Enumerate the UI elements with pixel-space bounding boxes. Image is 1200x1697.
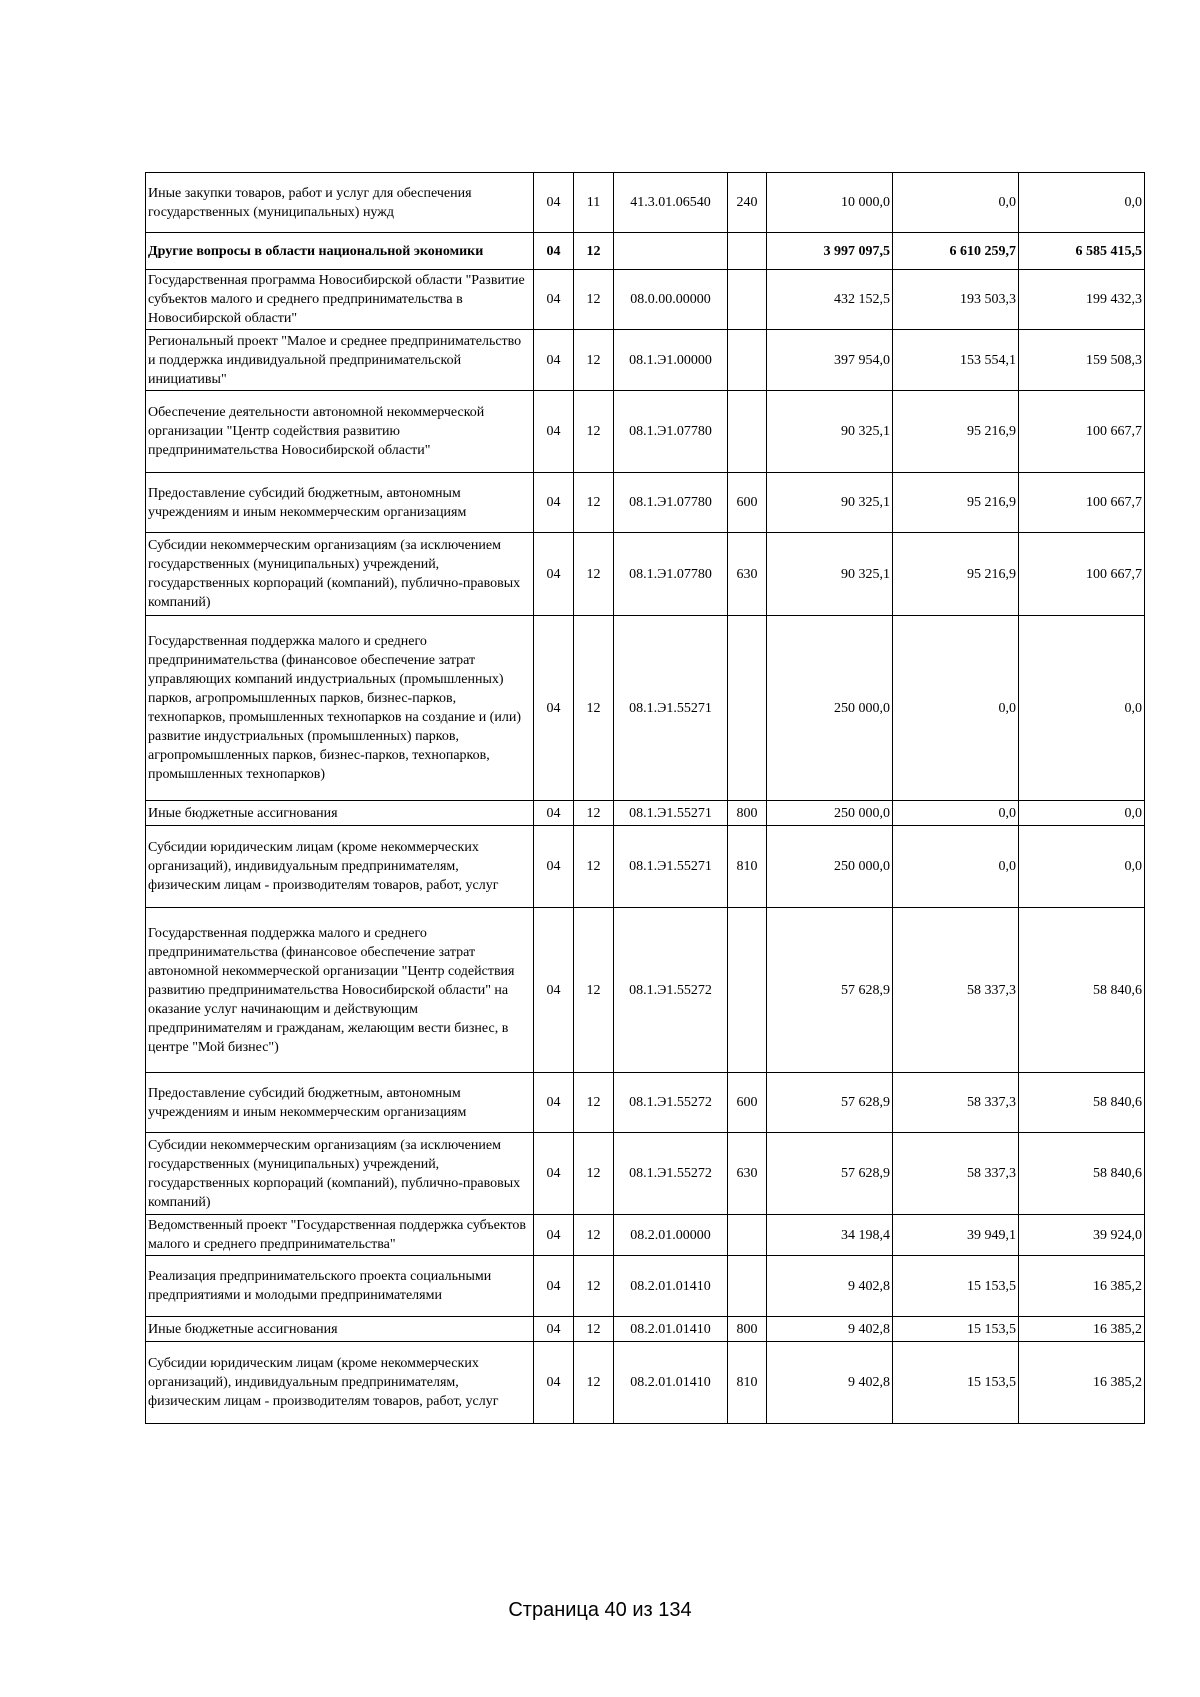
- row-section: 04: [534, 1256, 574, 1317]
- row-amount-1: 57 628,9: [767, 908, 893, 1073]
- row-target-article: 08.1.Э1.55271: [614, 616, 728, 801]
- row-subsection: 12: [574, 1342, 614, 1424]
- table-row: [146, 270, 1145, 330]
- row-amount-2: 95 216,9: [893, 533, 1019, 616]
- row-expense-type: 800: [728, 801, 767, 826]
- page-number: Страница 40 из 134: [508, 1599, 692, 1621]
- row-amount-1: 90 325,1: [767, 533, 893, 616]
- row-section: 04: [534, 1317, 574, 1342]
- row-amount-3: 16 385,2: [1019, 1317, 1145, 1342]
- row-target-article: 08.1.Э1.07780: [614, 533, 728, 616]
- row-amount-2: 0,0: [893, 616, 1019, 801]
- row-name: Другие вопросы в области национальной экономики: [146, 233, 534, 270]
- table-row: [146, 826, 1145, 908]
- row-section: 04: [534, 1073, 574, 1133]
- table-row: [146, 908, 1145, 1073]
- row-amount-2: 58 337,3: [893, 908, 1019, 1073]
- table-row: [146, 1073, 1145, 1133]
- row-amount-2: 193 503,3: [893, 270, 1019, 330]
- row-subsection: 12: [574, 826, 614, 908]
- table-row: [146, 1256, 1145, 1317]
- table-row: [146, 616, 1145, 801]
- row-target-article: 08.1.Э1.55271: [614, 801, 728, 826]
- row-target-article: 08.1.Э1.55272: [614, 1073, 728, 1133]
- row-expense-type: [728, 908, 767, 1073]
- row-amount-1: 90 325,1: [767, 473, 893, 533]
- row-name: Иные бюджетные ассигнования: [146, 1317, 534, 1342]
- row-subsection: 12: [574, 1073, 614, 1133]
- row-amount-1: 9 402,8: [767, 1256, 893, 1317]
- table-row: [146, 1215, 1145, 1256]
- row-target-article: 08.1.Э1.55272: [614, 1133, 728, 1215]
- row-name: Субсидии некоммерческим организациям (за исключением государственных (муниципальных) учреждений, государственных корпораций (компаний), публично-правовых компаний): [146, 533, 534, 616]
- row-amount-1: 250 000,0: [767, 826, 893, 908]
- row-amount-3: 0,0: [1019, 173, 1145, 233]
- row-name: Иные бюджетные ассигнования: [146, 801, 534, 826]
- row-expense-type: [728, 616, 767, 801]
- row-name: Субсидии юридическим лицам (кроме некоммерческих организаций), индивидуальным предпринимателям, физическим лицам - производителям товаров, работ, услуг: [146, 1342, 534, 1424]
- row-expense-type: [728, 391, 767, 473]
- row-expense-type: [728, 330, 767, 391]
- row-target-article: [614, 233, 728, 270]
- row-expense-type: 600: [728, 473, 767, 533]
- row-target-article: 08.1.Э1.55272: [614, 908, 728, 1073]
- row-amount-1: 9 402,8: [767, 1317, 893, 1342]
- table-row: [146, 533, 1145, 616]
- row-target-article: 08.2.01.01410: [614, 1342, 728, 1424]
- table-row: [146, 1317, 1145, 1342]
- row-amount-2: 0,0: [893, 801, 1019, 826]
- row-section: 04: [534, 1133, 574, 1215]
- row-section: 04: [534, 233, 574, 270]
- row-expense-type: 630: [728, 533, 767, 616]
- row-subsection: 11: [574, 173, 614, 233]
- row-subsection: 12: [574, 391, 614, 473]
- row-subsection: 12: [574, 330, 614, 391]
- row-amount-2: 58 337,3: [893, 1133, 1019, 1215]
- row-amount-1: 10 000,0: [767, 173, 893, 233]
- row-subsection: 12: [574, 473, 614, 533]
- row-section: 04: [534, 1215, 574, 1256]
- row-name: Иные закупки товаров, работ и услуг для обеспечения государственных (муниципальных) нужд: [146, 173, 534, 233]
- row-target-article: 41.3.01.06540: [614, 173, 728, 233]
- table-row: [146, 391, 1145, 473]
- row-amount-3: 58 840,6: [1019, 1133, 1145, 1215]
- row-amount-2: 15 153,5: [893, 1256, 1019, 1317]
- row-expense-type: [728, 1256, 767, 1317]
- row-amount-3: 0,0: [1019, 826, 1145, 908]
- row-amount-1: 34 198,4: [767, 1215, 893, 1256]
- table-row: [146, 233, 1145, 270]
- row-name: Ведомственный проект "Государственная поддержка субъектов малого и среднего предпринимательства": [146, 1215, 534, 1256]
- row-amount-3: 6 585 415,5: [1019, 233, 1145, 270]
- row-amount-1: 3 997 097,5: [767, 233, 893, 270]
- row-target-article: 08.2.01.00000: [614, 1215, 728, 1256]
- row-amount-1: 250 000,0: [767, 616, 893, 801]
- row-amount-3: 159 508,3: [1019, 330, 1145, 391]
- table-row: [146, 1133, 1145, 1215]
- row-section: 04: [534, 391, 574, 473]
- row-subsection: 12: [574, 616, 614, 801]
- row-section: 04: [534, 473, 574, 533]
- row-amount-3: 16 385,2: [1019, 1342, 1145, 1424]
- budget-table: [145, 172, 1145, 1424]
- row-amount-1: 57 628,9: [767, 1133, 893, 1215]
- row-amount-3: 0,0: [1019, 616, 1145, 801]
- row-subsection: 12: [574, 1256, 614, 1317]
- row-amount-2: 95 216,9: [893, 473, 1019, 533]
- row-amount-2: 58 337,3: [893, 1073, 1019, 1133]
- row-amount-3: 0,0: [1019, 801, 1145, 826]
- row-target-article: 08.1.Э1.00000: [614, 330, 728, 391]
- row-amount-2: 95 216,9: [893, 391, 1019, 473]
- row-subsection: 12: [574, 233, 614, 270]
- row-name: Субсидии некоммерческим организациям (за исключением государственных (муниципальных) учреждений, государственных корпораций (компаний), публично-правовых компаний): [146, 1133, 534, 1215]
- row-expense-type: 630: [728, 1133, 767, 1215]
- row-expense-type: 810: [728, 1342, 767, 1424]
- row-expense-type: 810: [728, 826, 767, 908]
- row-section: 04: [534, 533, 574, 616]
- row-amount-2: 15 153,5: [893, 1342, 1019, 1424]
- row-subsection: 12: [574, 1133, 614, 1215]
- table-row: [146, 801, 1145, 826]
- row-target-article: 08.2.01.01410: [614, 1317, 728, 1342]
- row-section: 04: [534, 1342, 574, 1424]
- row-target-article: 08.1.Э1.07780: [614, 391, 728, 473]
- row-subsection: 12: [574, 533, 614, 616]
- row-name: Предоставление субсидий бюджетным, автономным учреждениям и иным некоммерческим организациям: [146, 1073, 534, 1133]
- row-section: 04: [534, 826, 574, 908]
- row-amount-3: 39 924,0: [1019, 1215, 1145, 1256]
- row-subsection: 12: [574, 270, 614, 330]
- row-name: Предоставление субсидий бюджетным, автономным учреждениям и иным некоммерческим организациям: [146, 473, 534, 533]
- row-amount-2: 15 153,5: [893, 1317, 1019, 1342]
- row-amount-1: 90 325,1: [767, 391, 893, 473]
- row-name: Государственная программа Новосибирской области "Развитие субъектов малого и среднего предпринимательства в Новосибирской области": [146, 270, 534, 330]
- row-target-article: 08.1.Э1.55271: [614, 826, 728, 908]
- row-amount-1: 250 000,0: [767, 801, 893, 826]
- table-row: [146, 473, 1145, 533]
- row-amount-2: 6 610 259,7: [893, 233, 1019, 270]
- row-name: Государственная поддержка малого и среднего предпринимательства (финансовое обеспечение затрат управляющих компаний индустриальных (промышленных) парков, агропромышленных парков, бизнес-парков, технопарков, промышленных технопарков на создание и (или) развитие индустриальных (промышленных) парков, агропромышленных парков, бизнес-парков, технопарков, промышленных технопарков): [146, 616, 534, 801]
- row-amount-3: 100 667,7: [1019, 533, 1145, 616]
- table-row: [146, 1342, 1145, 1424]
- row-amount-3: 58 840,6: [1019, 1073, 1145, 1133]
- row-subsection: 12: [574, 908, 614, 1073]
- row-expense-type: 600: [728, 1073, 767, 1133]
- row-target-article: 08.2.01.01410: [614, 1256, 728, 1317]
- row-subsection: 12: [574, 801, 614, 826]
- row-subsection: 12: [574, 1215, 614, 1256]
- row-name: Субсидии юридическим лицам (кроме некоммерческих организаций), индивидуальным предпринимателям, физическим лицам - производителям товаров, работ, услуг: [146, 826, 534, 908]
- row-section: 04: [534, 270, 574, 330]
- row-section: 04: [534, 616, 574, 801]
- row-expense-type: [728, 233, 767, 270]
- row-section: 04: [534, 330, 574, 391]
- row-name: Государственная поддержка малого и среднего предпринимательства (финансовое обеспечение затрат автономной некоммерческой организации "Центр содействия развитию предпринимательства Новосибирской области" на оказание услуг начинающим и действующим предпринимателям и гражданам, желающим вести бизнес, в центре "Мой бизнес"): [146, 908, 534, 1073]
- row-amount-3: 16 385,2: [1019, 1256, 1145, 1317]
- row-expense-type: [728, 270, 767, 330]
- table-body: [146, 173, 1145, 1424]
- row-section: 04: [534, 173, 574, 233]
- table-row: [146, 173, 1145, 233]
- row-amount-3: 199 432,3: [1019, 270, 1145, 330]
- row-amount-2: 0,0: [893, 173, 1019, 233]
- row-target-article: 08.1.Э1.07780: [614, 473, 728, 533]
- row-expense-type: 240: [728, 173, 767, 233]
- row-section: 04: [534, 908, 574, 1073]
- row-amount-2: 39 949,1: [893, 1215, 1019, 1256]
- row-expense-type: 800: [728, 1317, 767, 1342]
- row-name: Региональный проект "Малое и среднее предпринимательство и поддержка индивидуальной предпринимательской инициативы": [146, 330, 534, 391]
- row-amount-1: 432 152,5: [767, 270, 893, 330]
- row-section: 04: [534, 801, 574, 826]
- table-row: [146, 330, 1145, 391]
- row-amount-1: 57 628,9: [767, 1073, 893, 1133]
- row-expense-type: [728, 1215, 767, 1256]
- row-amount-3: 100 667,7: [1019, 391, 1145, 473]
- row-subsection: 12: [574, 1317, 614, 1342]
- row-amount-1: 9 402,8: [767, 1342, 893, 1424]
- row-amount-2: 153 554,1: [893, 330, 1019, 391]
- row-amount-3: 100 667,7: [1019, 473, 1145, 533]
- row-target-article: 08.0.00.00000: [614, 270, 728, 330]
- row-name: Реализация предпринимательского проекта социальными предприятиями и молодыми предпринимателями: [146, 1256, 534, 1317]
- row-amount-1: 397 954,0: [767, 330, 893, 391]
- row-amount-2: 0,0: [893, 826, 1019, 908]
- row-amount-3: 58 840,6: [1019, 908, 1145, 1073]
- row-name: Обеспечение деятельности автономной некоммерческой организации "Центр содействия развитию предпринимательства Новосибирской области": [146, 391, 534, 473]
